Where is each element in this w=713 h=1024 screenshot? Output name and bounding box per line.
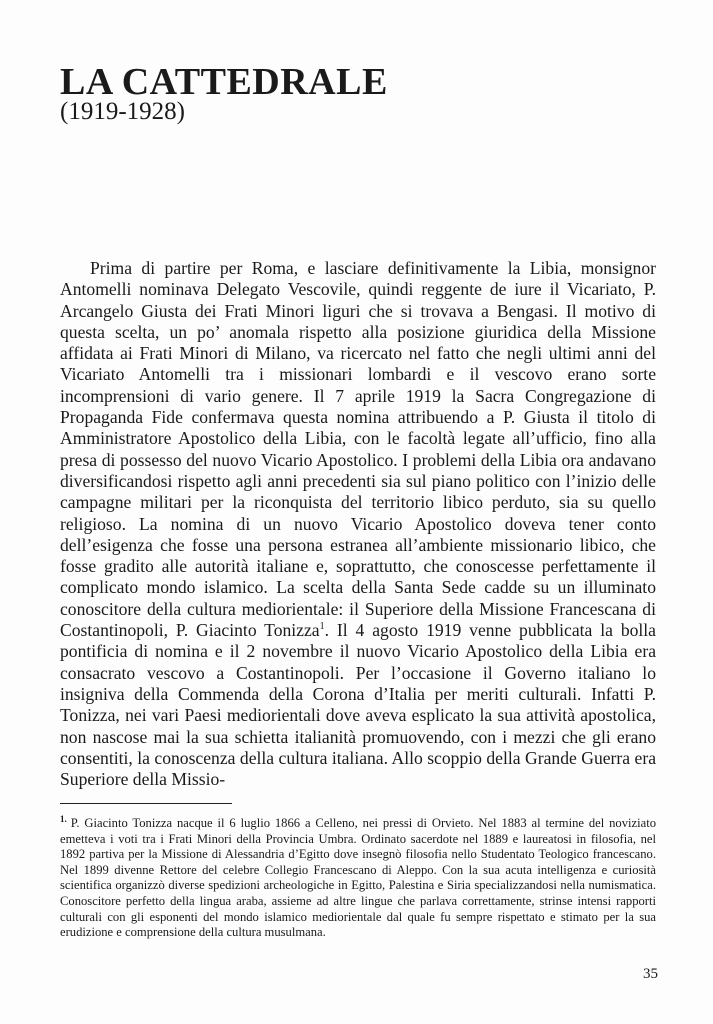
body-paragraph [60,258,656,790]
page-number: 35 [643,966,658,982]
footnote-divider [60,803,232,804]
footnote-marker: 1. [60,813,67,824]
body-text-before-note: Prima di partire per Roma, e lasciare definitivamente la Libia, monsignor Antomelli nominava Delegato Vescovile, quindi reggente de iure il Vicariato, P. Arcangelo Giusta dei Frati Minori liguri che si trovava a Bengasi. Il motivo di questa scelta, un po’ anomala rispetto alla posizione giuridica della Missione affidata ai Frati Minori di Milano, va ricercato nel fatto che negli ultimi anni del Vicariato Antomelli tra i missionari lombardi e il vescovo erano sorte incomprensioni di vario genere. Il 7 aprile 1919 la Sacra Congregazione di Propaganda Fide confermava questa nomina attribuendo a P. Giusta il titolo di Amministratore Apostolico della Libia, con le facoltà legate all’ufficio, fino alla presa di possesso del nuovo Vicario Apostolico. I problemi della Libia ora andavano diversificandosi rispetto agli anni precedenti sia sul piano politico con l’inizio delle campagne militari per la riconquista del territorio libico perduto, sia su quello religioso. La nomina di un nuovo Vicario Apostolico doveva tener conto dell’esigenza che fosse una persona estranea all’ambiente missionario libico, che fosse gradito alle autorità italiane e, soprattutto, che conoscesse perfettamente il complicato mondo islamico. La scelta della Santa Sede cadde su un illuminato conoscitore della cultura mediorientale: il Superiore della Missione Francescana di Costantinopoli, P. Giacinto Tonizza [60,258,656,641]
body-text-after-note: . Il 4 agosto 1919 venne pubblicata la bolla pontificia di nomina e il 2 novembre il nuovo Vicario Apostolico della Libia era consacrato vescovo a Costantinopoli. Per l’occasione il Governo italiano lo insigniva della Commenda della Corona d’Italia per meriti culturali. Infatti P. Tonizza, nei vari Paesi mediorientali dove aveva esplicato la sua attività apostolica, non nascose mai la sua schietta italianità promuovendo, con i mezzi che gli erano consentiti, la conoscenza della cultura italiana. Allo scoppio della Grande Guerra era Superiore della Missio- [60,620,656,790]
chapter-title: LA CATTEDRALE [60,61,388,103]
footnote [60,813,656,941]
footnote-reference[interactable]: 1 [319,621,325,633]
chapter-subtitle: (1919-1928) [60,98,185,125]
footnote-text: P. Giacinto Tonizza nacque il 6 luglio 1866 a Celleno, nei pressi di Orvieto. Nel 1883 al termine del noviziato emetteva i voti tra i Frati Minori della Provincia Umbra. Ordinato sacerdote nel 1889 e laureatosi in filosofia, nel 1892 partiva per la Missione di Alessandria d’Egitto dove insegnò filosofia nello Studentato Teologico francescano. Nel 1899 divenne Rettore del celebre Collegio Francescano di Aleppo. Con la sua acuta intelligenza e curiosità scientifica organizzò diverse spedizioni archeologiche in Egitto, Palestina e Siria specializzandosi nella numismatica. Conoscitore perfetto della lingua araba, assieme ad altre lingue che parlava correttamente, strinse intensi rapporti culturali con gli esponenti del mondo islamico mediorientale dal quale fu sempre rispettato e stimato per la sua erudizione e comprensione della cultura musulmana. [60,816,656,940]
